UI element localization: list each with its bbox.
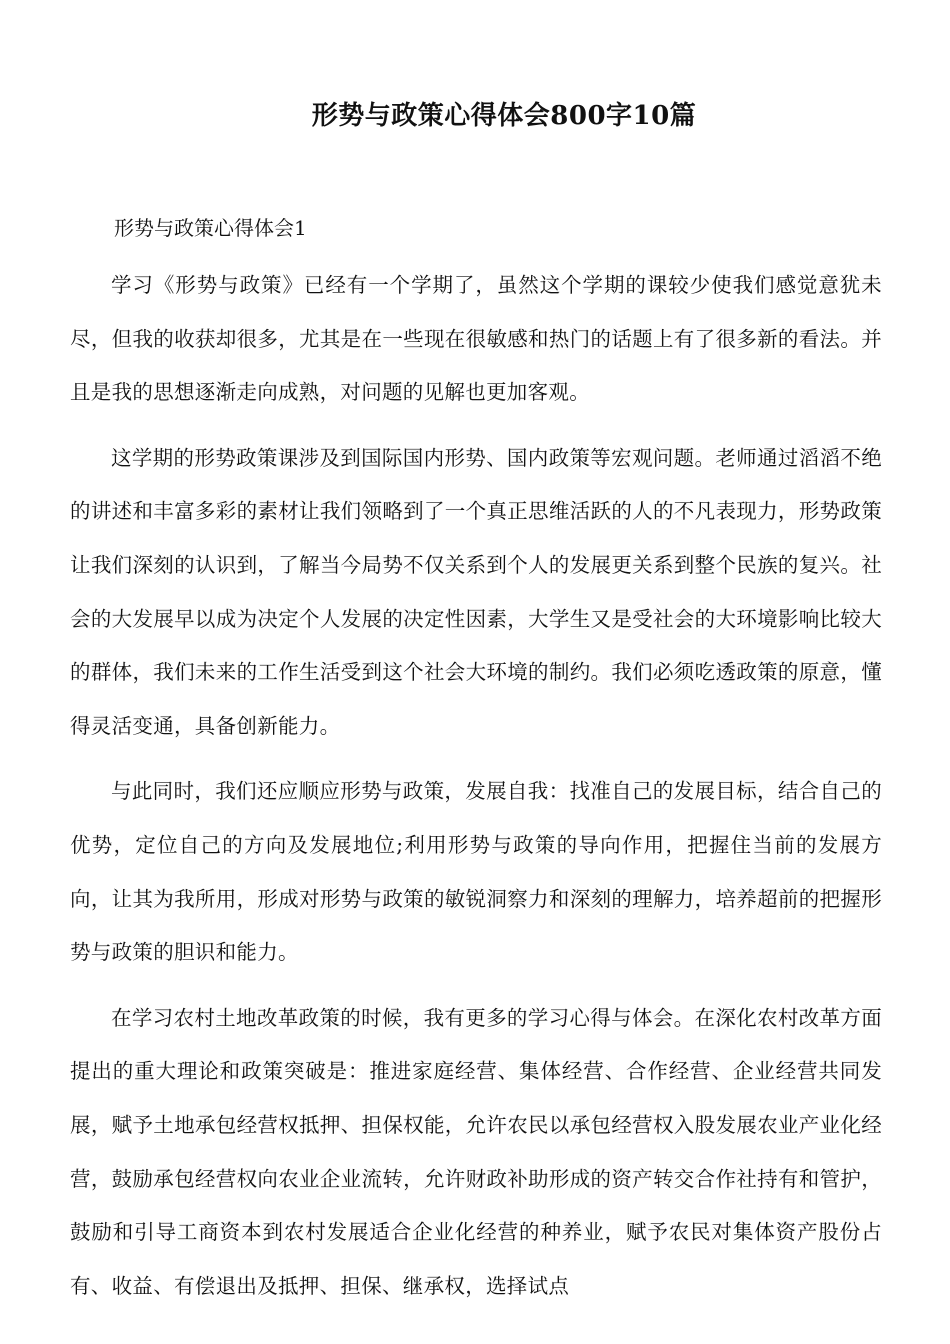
paragraph-3: 与此同时，我们还应顺应形势与政策，发展自我：找准自己的发展目标，结合自己的优势，定位自己的方向及发展地位;利用形势与政策的导向作用，把握住当前的发展方向，让其为我所用，形成对形势与政策的敏锐洞察力和深刻的理解力，培养超前的把握形势与政策的胆识和能力。: [70, 779, 882, 965]
document-title: 形势与政策心得体会800字10篇: [311, 101, 697, 131]
section-heading: 形势与政策心得体会1: [114, 216, 307, 240]
document-body: [70, 259, 882, 1325]
paragraph-1: 学习《形势与政策》已经有一个学期了，虽然这个学期的课较少使我们感觉意犹未尽，但我的收获却很多，尤其是在一些现在很敏感和热门的话题上有了很多新的看法。并且是我的思想逐渐走向成熟，对问题的见解也更加客观。: [70, 273, 882, 405]
paragraph-4: 在学习农村土地改革政策的时候，我有更多的学习心得与体会。在深化农村改革方面提出的重大理论和政策突破是：推进家庭经营、集体经营、合作经营、企业经营共同发展，赋予土地承包经营权抵押、担保权能，允许农民以承包经营权入股发展农业产业化经营，鼓励承包经营权向农业企业流转，允许财政补助形成的资产转交合作社持有和管护，鼓励和引导工商资本到农村发展适合企业化经营的种养业，赋予农民对集体资产股份占有、收益、有偿退出及抵押、担保、继承权，选择试点: [70, 1005, 882, 1298]
paragraph-2: 这学期的形势政策课涉及到国际国内形势、国内政策等宏观问题。老师通过滔滔不绝的讲述和丰富多彩的素材让我们领略到了一个真正思维活跃的人的不凡表现力，形势政策让我们深刻的认识到，了解当今局势不仅关系到个人的发展更关系到整个民族的复兴。社会的大发展早以成为决定个人发展的决定性因素，大学生又是受社会的大环境影响比较大的群体，我们未来的工作生活受到这个社会大环境的制约。我们必须吃透政策的原意，懂得灵活变通，具备创新能力。: [70, 445, 882, 738]
